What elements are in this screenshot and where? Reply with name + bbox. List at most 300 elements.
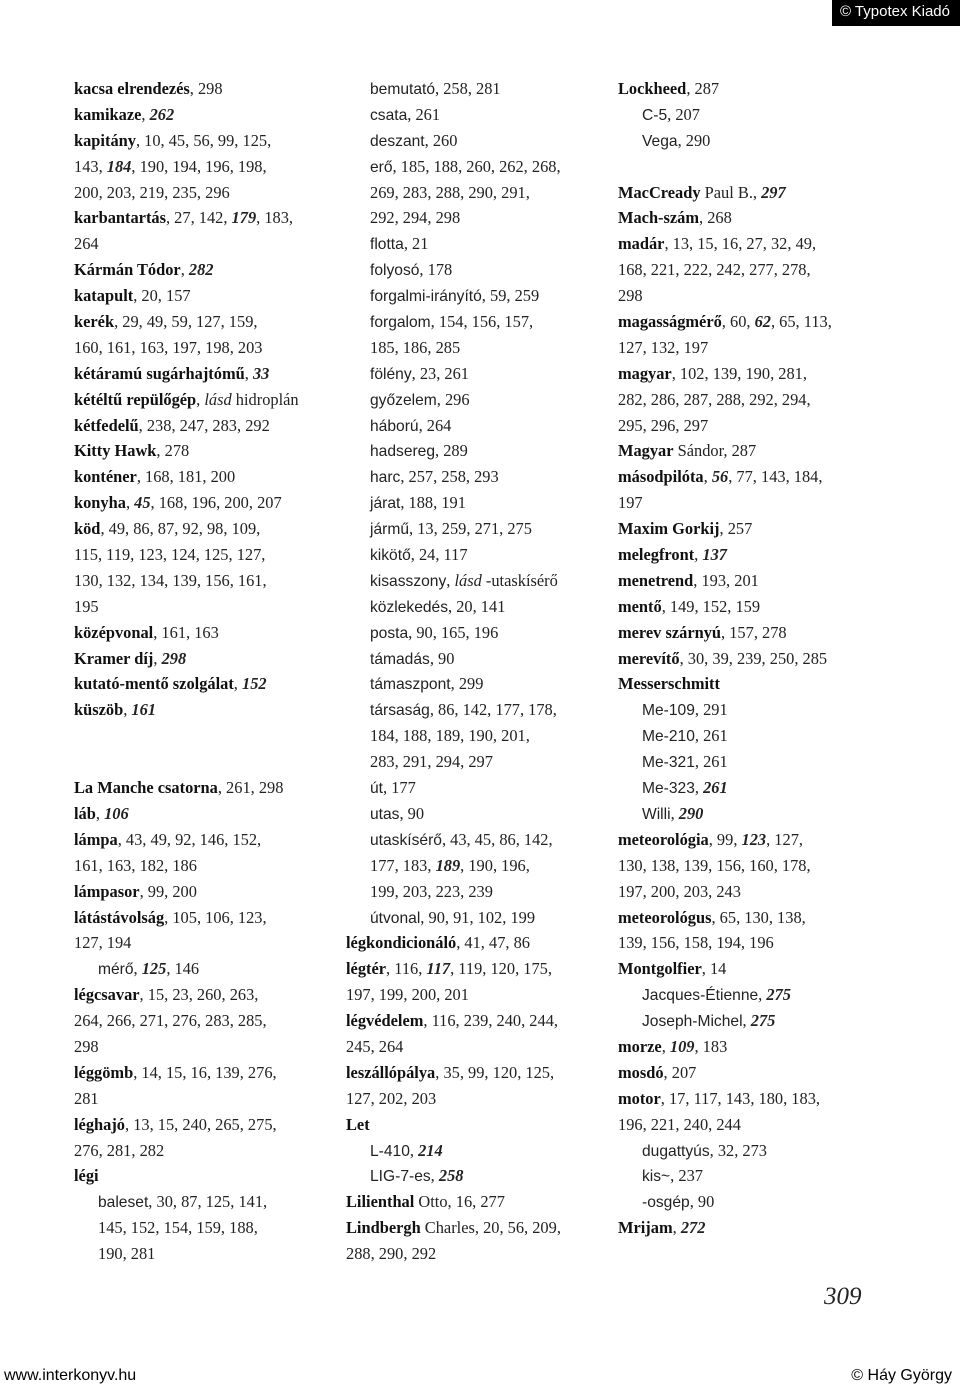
index-entry-line <box>346 205 608 231</box>
index-entry-line <box>74 76 336 102</box>
index-text: , 119, 120, 175, <box>450 959 552 979</box>
index-text: , <box>742 1011 751 1031</box>
index-term: morze <box>618 1036 662 1056</box>
index-text: -utaskísérő <box>481 570 558 590</box>
index-text: C-5 <box>642 106 668 124</box>
index-entry-line <box>618 464 880 490</box>
index-text: 190, 281 <box>98 1244 156 1264</box>
index-term: látástávolság <box>74 907 165 927</box>
index-text: mérő <box>98 961 134 979</box>
index-entry-line <box>618 1215 880 1241</box>
index-text: , <box>672 1218 681 1238</box>
index-text: 127, 194 <box>74 933 132 953</box>
index-text: , 41, 47, 86 <box>456 933 530 953</box>
index-entry-line <box>618 1086 880 1112</box>
index-term: Magyar <box>618 441 674 461</box>
index-text: , <box>125 493 135 513</box>
index-entry-line <box>346 283 608 309</box>
index-entry-line <box>346 1086 608 1112</box>
index-text: , 116, 239, 240, 244, <box>423 1011 558 1031</box>
index-entry-line <box>618 542 880 568</box>
index-text: , 30, 87, 125, 141, <box>148 1192 268 1212</box>
index-text: , 65, 113, <box>770 312 832 332</box>
index-text: , 43, 45, 86, 142, <box>441 829 553 849</box>
index-entry-line <box>346 956 608 982</box>
index-entry-line <box>618 905 880 931</box>
index-text: , <box>133 959 142 979</box>
index-entry-line <box>74 413 336 439</box>
index-term: madár <box>618 234 665 254</box>
index-text: , 29, 49, 59, 127, 159, <box>114 312 258 332</box>
index-entry-line <box>74 361 336 387</box>
index-text: , <box>694 545 703 565</box>
index-text: útvonal <box>370 909 421 927</box>
highlighted-page: 214 <box>418 1140 443 1160</box>
index-entry-line <box>618 982 880 1008</box>
index-text: , 23, 261 <box>411 363 469 383</box>
index-text: Me-210 <box>642 728 695 746</box>
index-text: , 268 <box>699 208 732 228</box>
index-text: , 24, 117 <box>410 545 468 565</box>
index-entry-line <box>618 775 880 801</box>
index-term: mosdó <box>618 1062 664 1082</box>
highlighted-page: 152 <box>242 674 267 694</box>
highlighted-page: 106 <box>104 803 129 823</box>
index-entry-line <box>346 361 608 387</box>
index-text: forgalom <box>370 314 431 332</box>
blank-line <box>74 749 336 775</box>
index-entry-line <box>74 309 336 335</box>
index-text: , 15, 23, 260, 263, <box>139 985 259 1005</box>
highlighted-page: 123 <box>741 829 767 849</box>
index-text: győzelem <box>370 391 437 409</box>
index-entry-line <box>346 335 608 361</box>
index-entry-line <box>618 335 880 361</box>
index-text: , <box>409 1140 419 1160</box>
index-entry-line <box>618 827 880 853</box>
index-term: léggömb <box>74 1062 134 1082</box>
index-text: , 264 <box>418 415 452 435</box>
index-entry-line <box>74 1215 336 1241</box>
index-term: kétáramú sugárhajtómű <box>74 363 245 383</box>
highlighted-page: 179 <box>231 208 257 228</box>
index-term: magasságmérő <box>618 312 722 332</box>
index-text: 168, 221, 222, 242, 277, 278, <box>618 260 811 280</box>
index-text: , 161, 163 <box>153 622 219 642</box>
index-entry-line <box>618 205 880 231</box>
index-entry-line <box>74 464 336 490</box>
highlighted-page: 189 <box>435 855 461 875</box>
index-entry-line <box>74 1163 336 1189</box>
index-entry-line <box>346 905 608 931</box>
index-text: , 65, 130, 138, <box>711 907 806 927</box>
index-term: mentő <box>618 596 662 616</box>
index-text: L-410 <box>370 1142 410 1160</box>
index-entry-line <box>618 516 880 542</box>
index-text: , 90 <box>399 803 425 823</box>
index-text: 196, 221, 240, 244 <box>618 1114 741 1134</box>
index-text: , 178 <box>419 260 453 280</box>
index-term: katapult <box>74 286 134 306</box>
index-entry-line <box>618 879 880 905</box>
index-term: Kármán Tódor <box>74 260 181 280</box>
index-term: Mrijam <box>618 1218 673 1238</box>
index-text: 130, 132, 134, 139, 156, 161, <box>74 570 267 590</box>
index-entry-line <box>346 620 608 646</box>
index-text: , <box>244 363 253 383</box>
index-text: Joseph-Michel <box>642 1013 743 1031</box>
index-entry-line <box>618 309 880 335</box>
index-text: 276, 281, 282 <box>74 1140 165 1160</box>
index-text: , 49, 86, 87, 92, 98, 109, <box>100 519 261 539</box>
index-entry-line <box>74 879 336 905</box>
index-entry-line <box>618 1112 880 1138</box>
index-entry-line <box>74 1060 336 1086</box>
index-text: 281 <box>74 1088 99 1108</box>
highlighted-page: 297 <box>761 182 786 202</box>
index-text: , 32, 273 <box>709 1140 767 1160</box>
index-text: 292, 294, 298 <box>370 208 461 228</box>
index-entry-line <box>74 154 336 180</box>
index-entry-line <box>618 1034 880 1060</box>
index-text: kis~ <box>642 1168 671 1186</box>
index-text: dugattyús <box>642 1142 710 1160</box>
index-term: küszöb <box>74 700 124 720</box>
index-text: , 102, 139, 190, 281, <box>671 363 807 383</box>
index-entry-line <box>346 413 608 439</box>
index-text: flotta <box>370 236 404 254</box>
index-entry-line <box>346 982 608 1008</box>
index-text: 269, 283, 288, 290, 291, <box>370 182 530 202</box>
index-entry-line <box>346 1008 608 1034</box>
index-entry-line <box>74 205 336 231</box>
index-text: , 20, 141 <box>448 596 506 616</box>
index-term: magyar <box>618 363 672 383</box>
index-text: , 154, 156, 157, <box>430 312 534 332</box>
index-text: 130, 138, 139, 156, 160, 178, <box>618 855 811 875</box>
highlighted-page: 261 <box>703 778 728 798</box>
index-entry-line <box>346 154 608 180</box>
index-text: , <box>180 260 189 280</box>
index-entry-line <box>618 1060 880 1086</box>
highlighted-page: 56 <box>711 467 729 487</box>
index-text: közlekedés <box>370 598 449 616</box>
index-text: 298 <box>74 1036 99 1056</box>
index-term: köd <box>74 519 101 539</box>
index-column-1 <box>74 76 336 1267</box>
index-term: kerék <box>74 312 115 332</box>
index-entry-line <box>618 361 880 387</box>
index-entry-line <box>74 930 336 956</box>
index-text: , 278 <box>156 441 190 461</box>
index-text: hadsereg <box>370 443 436 461</box>
index-text: , 238, 247, 283, 292 <box>138 415 270 435</box>
index-term: Mach-szám <box>618 208 700 228</box>
index-text: , 14 <box>701 959 727 979</box>
index-entry-line <box>346 1138 608 1164</box>
index-term: Let <box>346 1114 370 1134</box>
index-entry-line <box>74 905 336 931</box>
index-text: 264, 266, 271, 276, 283, 285, <box>74 1011 267 1031</box>
index-entry-line <box>346 438 608 464</box>
index-term: légvédelem <box>346 1011 424 1031</box>
index-text: , <box>446 570 455 590</box>
index-entry-line <box>618 930 880 956</box>
index-text: hidroplán <box>231 389 299 409</box>
index-entry-line <box>618 1138 880 1164</box>
index-term: légcsavar <box>74 985 140 1005</box>
index-text: kisasszony <box>370 572 447 590</box>
index-entry-line <box>346 490 608 516</box>
index-text: , 261 <box>694 726 728 746</box>
index-entry-line <box>74 1138 336 1164</box>
index-entry-line <box>618 671 880 697</box>
index-entry-line <box>618 620 880 646</box>
index-text: erő <box>370 158 393 176</box>
index-text: , 177 <box>383 778 416 798</box>
index-entry-line <box>74 180 336 206</box>
index-text: , 90 <box>689 1192 715 1212</box>
index-text: Sándor, 287 <box>673 441 757 461</box>
index-entry-line <box>618 697 880 723</box>
index-text: , 17, 117, 143, 180, 183, <box>660 1088 820 1108</box>
index-entry-line <box>618 413 880 439</box>
index-entry-line <box>618 594 880 620</box>
index-entry-line <box>618 283 880 309</box>
index-text: lásd <box>454 570 482 590</box>
index-entry-line <box>74 1008 336 1034</box>
index-text: 197 <box>618 493 643 513</box>
index-text: , 298 <box>189 79 223 98</box>
index-term: középvonal <box>74 622 154 642</box>
index-text: , 168, 181, 200 <box>136 467 236 487</box>
index-text: 184, 188, 189, 190, 201, <box>370 726 530 746</box>
index-column-3 <box>618 76 880 1241</box>
index-text: 127, 202, 203 <box>346 1088 437 1108</box>
index-term: La Manche csatorna <box>74 778 218 798</box>
index-column-2 <box>346 76 608 1267</box>
highlighted-page: 117 <box>426 959 451 979</box>
index-entry-line <box>346 930 608 956</box>
index-term: merev szárnyú <box>618 622 722 642</box>
index-term: Maxim Gorkij <box>618 519 720 539</box>
index-text: , 127, <box>766 829 803 849</box>
index-entry-line <box>346 1189 608 1215</box>
index-entry-line <box>346 102 608 128</box>
index-entry-line <box>618 387 880 413</box>
index-text: -osgép <box>642 1194 690 1212</box>
index-entry-line <box>346 180 608 206</box>
index-text: , 190, 194, 196, 198, <box>131 156 267 176</box>
index-entry-line <box>74 671 336 697</box>
index-entry-line <box>74 283 336 309</box>
index-entry-line <box>346 1215 608 1241</box>
index-text: , 188, 191 <box>400 493 466 513</box>
index-text: 145, 152, 154, 159, 188, <box>98 1218 258 1238</box>
index-text: , 14, 15, 16, 139, 276, <box>133 1062 277 1082</box>
index-text: , 237 <box>670 1166 703 1186</box>
index-text: , 185, 188, 260, 262, 268, <box>392 156 561 176</box>
index-text: Me-323 <box>642 780 695 798</box>
index-entry-line <box>346 257 608 283</box>
index-term: Messerschmitt <box>618 674 720 694</box>
index-entry-line <box>74 1189 336 1215</box>
index-text: , 90, 91, 102, 199 <box>420 907 536 927</box>
index-text: 197, 199, 200, 201 <box>346 985 469 1005</box>
index-text: Jacques-Étienne <box>642 987 759 1005</box>
index-entry-line <box>346 697 608 723</box>
index-entry-line <box>74 594 336 620</box>
index-text: , 146 <box>166 959 200 979</box>
index-term: konténer <box>74 467 137 487</box>
index-entry-line <box>618 257 880 283</box>
index-text: , 43, 49, 92, 146, 152, <box>117 829 262 849</box>
index-entry-line <box>346 1163 608 1189</box>
index-term: leszállópálya <box>346 1062 436 1082</box>
index-text: Me-321 <box>642 754 695 772</box>
index-entry-line <box>618 646 880 672</box>
footer-author: © Háy György <box>851 1367 952 1384</box>
index-text: 282, 286, 287, 288, 292, 294, <box>618 389 811 409</box>
highlighted-page: 109 <box>669 1036 695 1056</box>
highlighted-page: 45 <box>134 493 151 513</box>
index-entry-line <box>74 775 336 801</box>
index-text: 199, 203, 223, 239 <box>370 881 493 901</box>
footer-website[interactable]: www.interkonyv.hu <box>4 1367 137 1384</box>
index-text: , 21 <box>403 234 429 254</box>
index-entry-line <box>74 387 336 413</box>
index-text: harc <box>370 469 401 487</box>
index-text: , 261 <box>694 752 728 772</box>
index-entry-line <box>346 231 608 257</box>
index-text: , 261, 298 <box>217 778 284 798</box>
index-text: 143, <box>74 156 107 176</box>
index-text: kikötő <box>370 547 411 565</box>
index-term: kapitány <box>74 130 136 150</box>
index-text: 295, 296, 297 <box>618 415 709 435</box>
index-term: menetrend <box>618 570 694 590</box>
index-text: támadás <box>370 650 430 668</box>
index-term: kamikaze <box>74 104 142 124</box>
index-term: láb <box>74 803 96 823</box>
index-text: 127, 132, 197 <box>618 337 709 357</box>
index-text: , 99, <box>708 829 742 849</box>
index-text: lásd <box>204 389 232 409</box>
index-entry-line <box>618 1163 880 1189</box>
index-text: , <box>430 1166 439 1186</box>
index-entry-line <box>346 594 608 620</box>
index-text: , 90, 165, 196 <box>408 622 499 642</box>
index-text: Willi <box>642 805 671 823</box>
index-text: , 13, 15, 16, 27, 32, 49, <box>664 234 817 254</box>
index-term: melegfront <box>618 545 695 565</box>
index-text: folyosó <box>370 262 420 280</box>
index-term: másodpilóta <box>618 467 704 487</box>
index-text: , 193, 201 <box>693 570 759 590</box>
index-entry-line <box>346 309 608 335</box>
index-text: 288, 290, 292 <box>346 1244 437 1264</box>
index-text: , 183, <box>256 208 294 228</box>
index-entry-line <box>346 464 608 490</box>
index-text: , <box>661 1036 670 1056</box>
index-term: légtér <box>346 959 387 979</box>
index-text: , <box>694 778 704 798</box>
index-entry-line <box>74 801 336 827</box>
index-text: , 207 <box>667 104 700 124</box>
index-entry-line <box>346 1034 608 1060</box>
index-entry-line <box>618 723 880 749</box>
index-entry-line <box>74 128 336 154</box>
index-entry-line <box>74 620 336 646</box>
index-text: 264 <box>74 234 99 254</box>
index-entry-line <box>74 516 336 542</box>
index-text: , 30, 39, 239, 250, 285 <box>679 648 828 668</box>
index-term: karbantartás <box>74 208 166 228</box>
index-entry-line <box>346 387 608 413</box>
index-text: , 261 <box>407 104 441 124</box>
index-term: lámpasor <box>74 881 140 901</box>
index-term: kacsa elrendezés <box>74 79 190 98</box>
index-text: , 149, 152, 159 <box>661 596 761 616</box>
index-text: csata <box>370 106 408 124</box>
index-text: , 90 <box>429 648 455 668</box>
highlighted-page: 33 <box>252 363 270 383</box>
index-text: 177, 183, <box>370 855 436 875</box>
index-text: forgalmi-irányító <box>370 288 482 306</box>
index-term: kétfedelű <box>74 415 139 435</box>
index-entry-line <box>74 231 336 257</box>
index-text: út <box>370 780 384 798</box>
index-entry-line <box>618 76 880 102</box>
index-entry-line <box>346 671 608 697</box>
index-entry-line <box>74 956 336 982</box>
index-text: , 258, 281 <box>435 79 501 98</box>
index-entry-line <box>74 102 336 128</box>
index-text: utas <box>370 805 400 823</box>
index-text: , 257 <box>719 519 753 539</box>
index-entry-line <box>346 749 608 775</box>
index-text: 185, 186, 285 <box>370 337 461 357</box>
index-text: járat <box>370 495 401 513</box>
index-term: léghajó <box>74 1114 125 1134</box>
index-text: , 60, <box>721 312 755 332</box>
index-entry-line <box>74 568 336 594</box>
highlighted-page: 262 <box>149 104 175 124</box>
index-text: 195 <box>74 596 99 616</box>
publisher-banner: © Typotex Kiadó <box>832 0 960 26</box>
index-text: , <box>670 803 679 823</box>
index-text: , 289 <box>435 441 468 461</box>
index-text: , 290 <box>677 130 711 150</box>
index-text: , 10, 45, 56, 99, 125, <box>135 130 272 150</box>
index-text: Paul B., <box>700 182 762 202</box>
index-text: , 99, 200 <box>139 881 197 901</box>
index-entry-line <box>618 1189 880 1215</box>
index-term: kutató-mentő szolgálat <box>74 674 234 694</box>
index-entry-line <box>618 801 880 827</box>
highlighted-page: 272 <box>680 1218 706 1238</box>
index-term: lámpa <box>74 829 118 849</box>
index-text: , <box>758 985 767 1005</box>
index-term: kétéltű repülőgép <box>74 389 197 409</box>
index-term: konyha <box>74 493 126 513</box>
index-text: Charles, 20, 56, 209, <box>420 1218 561 1238</box>
index-text: , 260 <box>424 130 458 150</box>
index-text: utaskísérő <box>370 831 442 849</box>
index-text: jármű <box>370 521 409 539</box>
page-number: 309 <box>824 1283 862 1310</box>
index-text: 160, 161, 163, 197, 198, 203 <box>74 337 263 357</box>
